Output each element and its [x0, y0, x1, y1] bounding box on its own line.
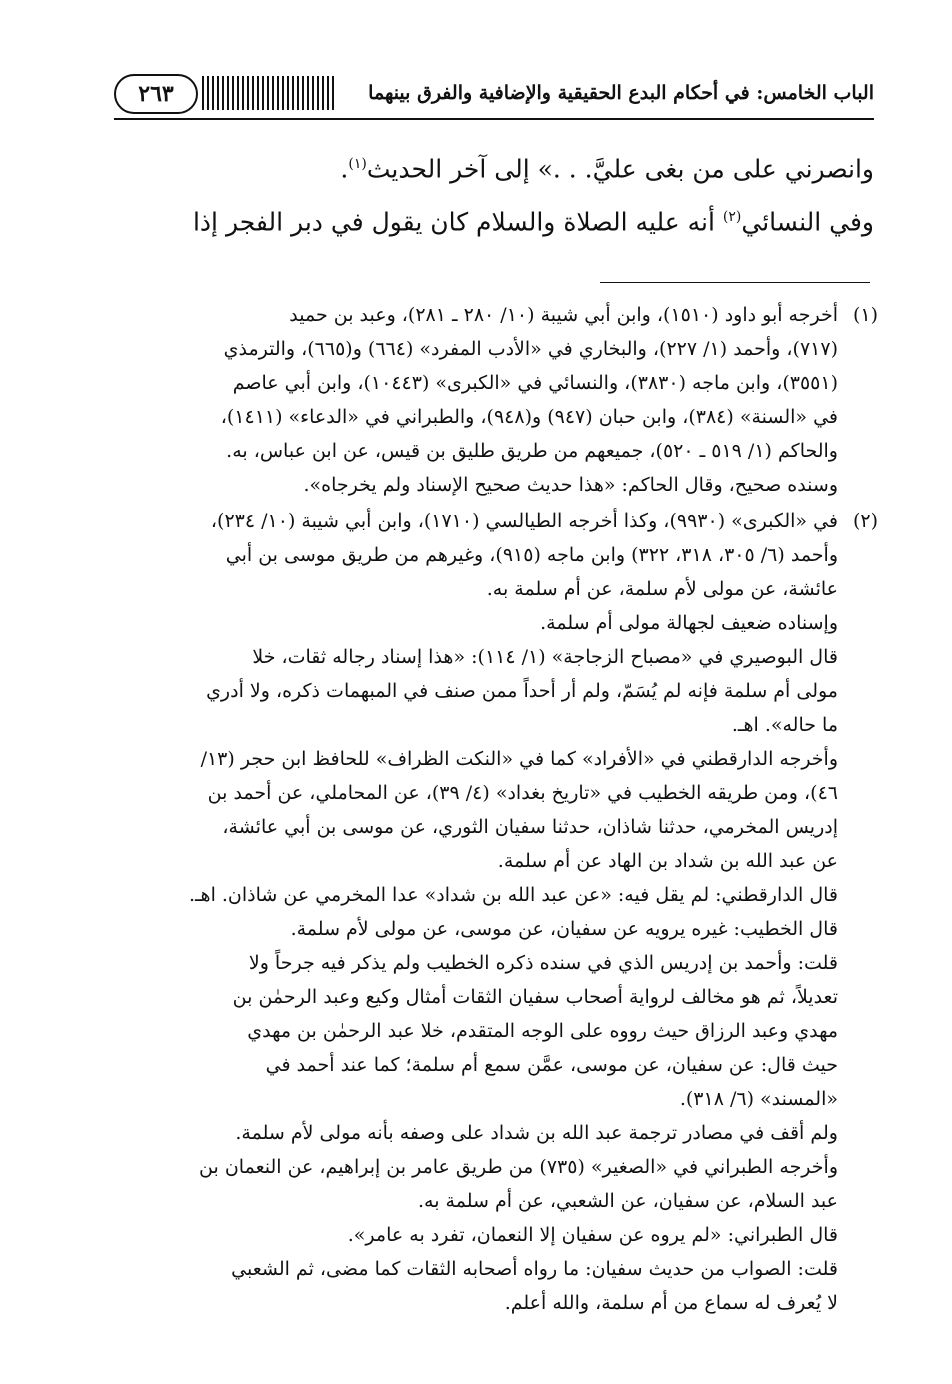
footnote-line: وأخرجه الدارقطني في «الأفراد» كما في «النكت الظراف» للحافظ ابن حجر (١٣/ [200, 748, 838, 770]
footnote-line: عبد السلام، عن سفيان، عن الشعبي، عن أم سلمة به. [417, 1190, 838, 1212]
footnote-line: (٣٥٥١)، وابن ماجه (٣٨٣٠)، والنسائي في «الكبرى» (١٠٤٤٣)، وابن أبي عاصم [232, 372, 838, 394]
footnote-ref-2[interactable]: (٢) [722, 209, 742, 226]
footnote-separator [600, 282, 870, 283]
footnote-number: (٢) [852, 510, 878, 532]
footnote-line: والحاكم (١/ ٥١٩ ـ ٥٢٠)، جميعهم من طريق طليق بن قيس، عن ابن عباس، به. [226, 440, 838, 462]
footnote-line: (٧١٧)، وأحمد (١/ ٢٢٧)، والبخاري في «الأدب المفرد» (٦٦٤) و(٦٦٥)، والترمذي [223, 338, 838, 360]
footnote-line: ما حاله». اهـ. [731, 714, 838, 736]
main-text [114, 140, 874, 247]
footnote-body [100, 504, 838, 1320]
main-text-line-1-end: . [340, 154, 349, 184]
footnote-line: مولى أم سلمة فإنه لم يُسَمّ، ولم أر أحداً ممن صنف في المبهمات ذكره، ولا أدري [206, 680, 838, 702]
footnote [100, 298, 878, 502]
chapter-title: الباب الخامس: في أحكام البدع الحقيقية والإضافية والفرق بينهما [368, 82, 874, 104]
footnote-line: ولم أقف في مصادر ترجمة عبد الله بن شداد على وصفه بأنه مولى لأم سلمة. [235, 1122, 838, 1144]
footnote-line: عائشة، عن مولى لأم سلمة، عن أم سلمة به. [486, 578, 838, 600]
footnote-line: «المسند» (٦/ ٣١٨). [679, 1088, 838, 1110]
footnote-line: قال الخطيب: غيره يرويه عن سفيان، عن موسى، عن مولى لأم سلمة. [290, 918, 838, 940]
footnote-line: إدريس المخرمي، حدثنا شاذان، حدثنا سفيان الثوري، عن موسى بن أبي عائشة، [222, 816, 838, 838]
main-text-line-2 [114, 193, 874, 246]
page-number: ٢٦٣ [114, 74, 198, 114]
footnote-line: أخرجه أبو داود (١٥١٠)، وابن أبي شيبة (١٠/ ٢٨٠ ـ ٢٨١)، وعبد بن حميد [289, 304, 838, 326]
footnote-line: وأحمد (٦/ ٣٠٥، ٣١٨، ٣٢٢) وابن ماجه (٩١٥)، وغيرهم من طريق موسى بن أبي [225, 544, 838, 566]
main-text-line-1-text: وانصرني على من بغى عليَّ. . .» إلى آخر الحديث [366, 154, 874, 184]
footnote-line: قلت: الصواب من حديث سفيان: ما رواه أصحابه الثقات كما مضى، ثم الشعبي [231, 1258, 838, 1280]
footnote [100, 504, 878, 1320]
footnote-line: في «السنة» (٣٨٤)، وابن حبان (٩٤٧) و(٩٤٨)، والطبراني في «الدعاء» (١٤١١)، [220, 406, 838, 428]
footnote-line: وسنده صحيح، وقال الحاكم: «هذا حديث صحيح الإسناد ولم يخرجاه». [303, 474, 838, 496]
main-text-line-2-start: وفي النسائي [741, 207, 874, 237]
running-header [114, 70, 874, 120]
footnotes [100, 298, 878, 1322]
footnote-line: لا يُعرف له سماع من أم سلمة، والله أعلم. [504, 1292, 838, 1314]
footnote-line: وإسناده ضعيف لجهالة مولى أم سلمة. [540, 612, 838, 634]
header-ornament [202, 76, 334, 110]
footnote-line: مهدي وعبد الرزاق حيث رووه على الوجه المتقدم، خلا عبد الرحمٰن بن مهدي [247, 1020, 838, 1042]
main-text-line-2-rest: أنه عليه الصلاة والسلام كان يقول في دبر الفجر إذا [192, 207, 723, 237]
footnote-line: تعديلاً، ثم هو مخالف لرواية أصحاب سفيان الثقات أمثال وكيع وعبد الرحمٰن بن [232, 986, 838, 1008]
footnote-line: حيث قال: عن سفيان، عن موسى، عمَّن سمع أم سلمة؛ كما عند أحمد في [265, 1054, 838, 1076]
footnote-line: عن عبد الله بن شداد بن الهاد عن أم سلمة. [497, 850, 838, 872]
footnote-ref-1[interactable]: (١) [348, 156, 367, 172]
footnote-line: في «الكبرى» (٩٩٣٠)، وكذا أخرجه الطيالسي (١٧١٠)، وابن أبي شيبة (١٠/ ٢٣٤)، [210, 510, 838, 532]
footnote-body [100, 298, 838, 502]
footnote-line: قال البوصيري في «مصباح الزجاجة» (١/ ١١٤): «هذا إسناد رجاله ثقات، خلا [252, 646, 838, 668]
footnote-line: ٤٦)، ومن طريقه الخطيب في «تاريخ بغداد» (٤/ ٣٩)، عن المحاملي، عن أحمد بن [207, 782, 838, 804]
footnote-line: قال الطبراني: «لم يروه عن سفيان إلا النعمان، تفرد به عامر». [347, 1224, 838, 1246]
main-text-line-1 [114, 140, 874, 193]
footnote-line: قلت: وأحمد بن إدريس الذي في سنده ذكره الخطيب ولم يذكر فيه جرحاً ولا [248, 952, 838, 974]
footnote-line: وأخرجه الطبراني في «الصغير» (٧٣٥) من طريق عامر بن إبراهيم، عن النعمان بن [199, 1156, 838, 1178]
footnote-line: قال الدارقطني: لم يقل فيه: «عن عبد الله بن شداد» عدا المخرمي عن شاذان. اهـ. [188, 884, 838, 906]
footnote-number: (١) [852, 304, 878, 326]
